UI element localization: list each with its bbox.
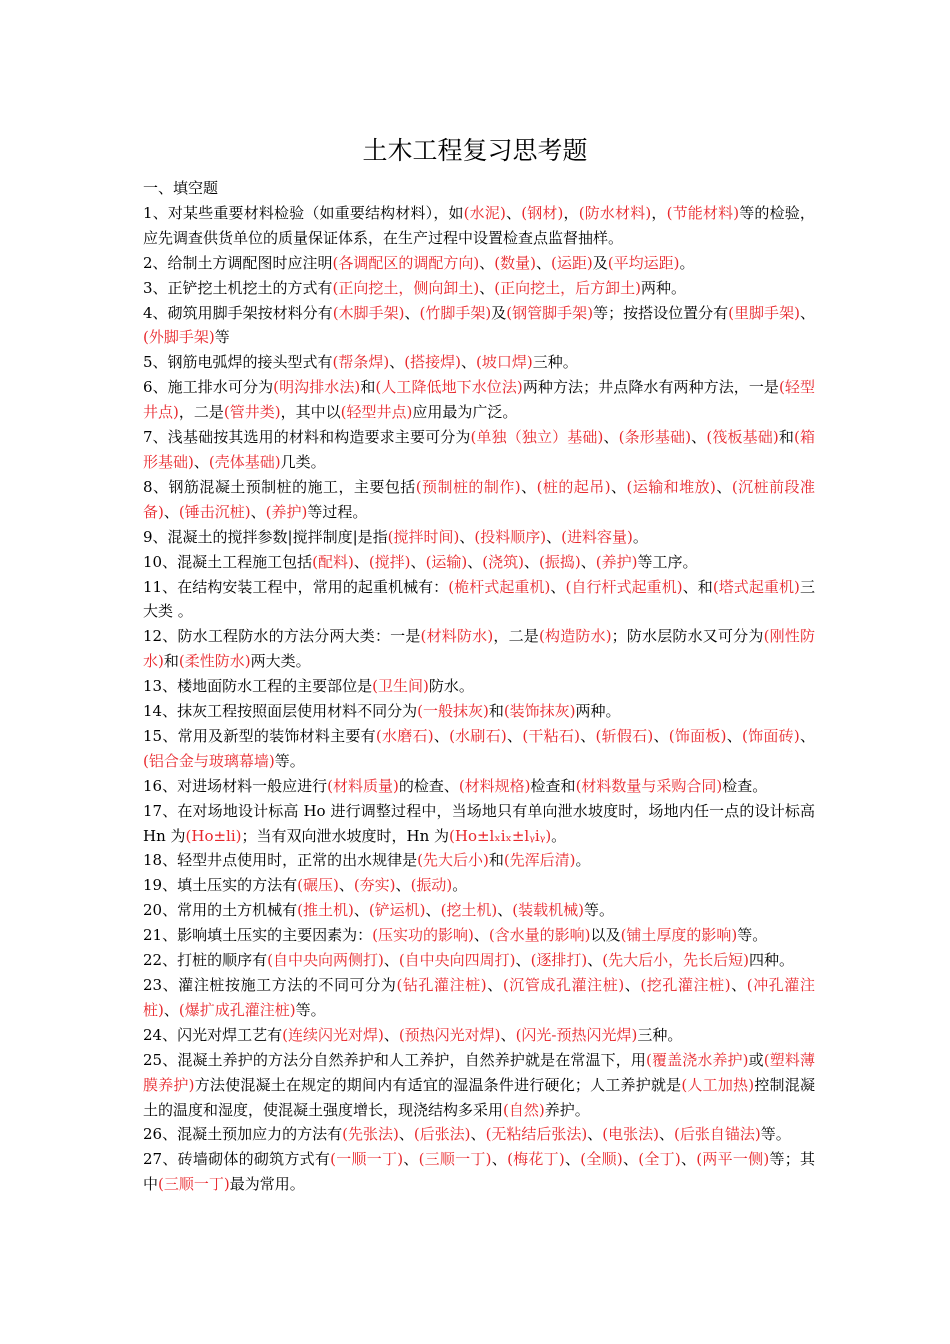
answer-text: (铲运机) — [368, 901, 426, 920]
answer-text: (钢材) — [521, 203, 564, 222]
question-text: 应用最为广泛。 — [412, 403, 518, 422]
answer-text: (梅花丁) — [507, 1150, 565, 1169]
question-item — [143, 276, 815, 301]
question-text: 两大类。 — [250, 652, 311, 671]
question-text: 、 — [470, 1125, 486, 1144]
question-text: 1、对某些重要材料检验（如重要结构材料），如 — [143, 203, 464, 222]
question-text: 13、楼地面防水工程的主要部位是 — [143, 677, 373, 696]
question-text: 、 — [550, 577, 566, 596]
answer-text: (全顺) — [580, 1150, 623, 1169]
answer-text: (推土机) — [297, 901, 354, 920]
answer-text: (沉桩前段准备) — [143, 477, 815, 521]
question-text: 、 — [622, 1150, 639, 1169]
question-item — [143, 301, 815, 351]
answer-text: (夯实) — [353, 876, 396, 895]
question-text: 、 — [383, 951, 399, 970]
answer-text: (材料防水) — [420, 627, 494, 646]
answer-text: (爆扩成孔灌注桩) — [178, 1000, 296, 1019]
answer-text: (三顺一丁) — [158, 1175, 230, 1194]
answer-text: (水刷石) — [449, 726, 507, 745]
question-text: 、 — [524, 552, 540, 571]
answer-text: (塑料薄膜养护) — [143, 1050, 815, 1094]
answer-text: (平均运距) — [607, 253, 680, 272]
answer-text: (连续闪光对焊) — [282, 1025, 384, 1044]
answer-text: (水磨石) — [375, 726, 434, 745]
question-text: 方法使混凝土在规定的期间内有适宜的湿温条件进行硬化；人工养护就是 — [194, 1075, 682, 1094]
question-text: 防水。 — [428, 677, 474, 696]
answer-text: (外脚手架) — [143, 328, 215, 347]
question-text: 、 — [193, 452, 209, 471]
answer-text: (冲孔灌注桩) — [143, 976, 815, 1019]
question-item — [143, 674, 815, 699]
question-text: 和 — [488, 851, 504, 870]
question-text: 、 — [500, 1025, 516, 1044]
document-body — [143, 176, 815, 1197]
question-item — [143, 1147, 815, 1197]
question-text: 等。 — [737, 926, 768, 945]
question-text: 等。 — [274, 751, 305, 770]
question-text: 最为常用。 — [229, 1175, 305, 1194]
question-text: 、 — [479, 278, 495, 297]
answer-text: (运输和堆放) — [626, 477, 716, 496]
question-item — [143, 350, 815, 375]
question-item — [143, 251, 815, 276]
answer-text: (自行杆式起重机) — [565, 577, 683, 596]
question-text: 4、砌筑用脚手架按材料分有 — [143, 303, 333, 322]
question-text: 两种方法；井点降水有两种方法，一是 — [522, 378, 779, 397]
question-item — [143, 425, 815, 475]
question-text: 11、在结构安装工程中，常用的起重机械有： — [143, 577, 449, 596]
answer-text: (闪光-预热闪光焊) — [515, 1025, 638, 1044]
question-text: 、 — [730, 976, 747, 994]
question-text: 等。 — [760, 1125, 791, 1144]
answer-text: (材料质量) — [327, 776, 399, 795]
answer-text: (斩假石) — [595, 726, 654, 745]
question-text: 17、在对场地设计标高 Ho 进行调整过程中，当场地只有单向泄水坡度时，场地内任一点的设计标高 Hn 为 — [143, 801, 815, 845]
answer-text: (箱形基础) — [143, 428, 815, 471]
question-text: 和 — [778, 428, 794, 447]
question-text: 、 — [536, 253, 552, 272]
question-text: ，二是 — [493, 627, 539, 646]
question-item — [143, 1023, 815, 1048]
answer-text: (一顺一丁) — [330, 1150, 404, 1169]
answer-text: (卫生间) — [372, 677, 429, 696]
question-text: 10、混凝土工程施工包括 — [143, 552, 313, 571]
question-text: 、 — [425, 901, 441, 920]
question-item — [143, 575, 815, 625]
question-text: 控制混凝土的温度和湿度，使混凝土强度增长，现浇结构多采用 — [143, 1075, 815, 1119]
question-text: 、 — [564, 1150, 581, 1169]
question-text: ， — [563, 203, 579, 222]
answer-text: (人工加热) — [681, 1075, 755, 1094]
answer-text: (先浑后清) — [503, 851, 576, 870]
question-text: 7、浅基础按其选用的材料和构造要求主要可分为 — [143, 428, 471, 447]
answer-text: (含水量的影响) — [488, 926, 591, 945]
question-text: 、 — [250, 502, 266, 521]
question-text: 、 — [580, 552, 596, 571]
question-text: 和 — [488, 702, 504, 721]
answer-text: (装饰抹灰) — [503, 702, 576, 721]
answer-text: (配料) — [312, 552, 354, 571]
answer-text: (先张法) — [342, 1125, 399, 1144]
answer-text: (一般抹灰) — [417, 702, 489, 721]
answer-text: (竹脚手架) — [419, 303, 492, 322]
question-text: 23、灌注桩按施工方法的不同可分为 — [143, 976, 397, 994]
question-text: 、 — [691, 428, 707, 447]
question-text: 三种。 — [637, 1025, 683, 1044]
answer-text: (单独（独立）基础) — [470, 428, 604, 447]
question-text: 2、给制土方调配图时应注明 — [143, 253, 333, 272]
answer-text: (先大后小，先长后短) — [602, 951, 750, 970]
answer-text: (后张自锚法) — [674, 1125, 761, 1144]
answer-text: (自中央向四周打) — [398, 951, 516, 970]
answer-text: (正向挖土，后方卸土) — [494, 278, 641, 297]
answer-text: (电张法) — [602, 1125, 660, 1144]
answer-text: (搅拌时间) — [387, 527, 460, 546]
answer-text: (柔性防水) — [178, 652, 251, 671]
question-text: 、 — [353, 901, 369, 920]
answer-text: (桅杆式起重机) — [448, 577, 551, 596]
question-text: 、 — [587, 951, 603, 970]
question-text: 或 — [748, 1050, 764, 1069]
answer-text: (木脚手架) — [332, 303, 405, 322]
question-text: 、 — [383, 1025, 399, 1044]
answer-text: (钻孔灌注桩) — [396, 976, 487, 994]
answer-text: (振动) — [410, 876, 453, 895]
question-text: ， — [651, 203, 667, 222]
answer-text: (防水材料) — [578, 203, 652, 222]
question-text: ，二是 — [178, 403, 224, 422]
question-item — [143, 1122, 815, 1147]
question-text: 及 — [592, 253, 608, 272]
question-item — [143, 1048, 815, 1123]
answer-text: (挖土机) — [440, 901, 498, 920]
answer-text: (桩的起吊) — [536, 477, 611, 496]
answer-text: (挖孔灌注桩) — [640, 976, 731, 994]
answer-text: (进料容量) — [561, 527, 633, 546]
question-item — [143, 724, 815, 774]
question-text: 检查和 — [530, 776, 576, 795]
question-item — [143, 550, 815, 575]
question-item — [143, 799, 815, 849]
question-text: 、 — [410, 552, 426, 571]
question-text: 20、常用的土方机械有 — [143, 901, 298, 920]
answer-text: (预热闪光对焊) — [398, 1025, 501, 1044]
question-item — [143, 699, 815, 724]
answer-text: (预制桩的制作) — [415, 477, 521, 496]
question-text: 、 — [659, 1125, 675, 1144]
question-text: 24、闪光对焊工艺有 — [143, 1025, 283, 1044]
question-text: 、 — [653, 726, 669, 745]
question-text: 。 — [575, 851, 591, 870]
answer-text: (全丁) — [638, 1150, 681, 1169]
question-text: 9、混凝土的搅拌参数|搅拌制度|是指 — [143, 527, 388, 546]
answer-text: (沉管成孔灌注桩) — [502, 976, 625, 994]
question-text: 、 — [506, 726, 523, 745]
question-text: 、 — [459, 527, 475, 546]
answer-text: (自中央向两侧打) — [267, 951, 384, 970]
question-text: 、 — [610, 477, 627, 496]
answer-text: (铝合金与玻璃幕墙) — [143, 751, 275, 770]
question-text: 3、正铲挖土机挖土的方式有 — [143, 278, 333, 297]
question-text: ；防水层防水又可分为 — [611, 627, 764, 646]
question-text: 、 — [624, 976, 641, 994]
question-text: 等工序。 — [637, 552, 698, 571]
question-text: 、和 — [682, 577, 713, 596]
answer-text: (轻型井点) — [340, 403, 413, 422]
answer-text: (数量) — [494, 253, 536, 272]
answer-text: (饰面板) — [668, 726, 727, 745]
answer-text: (塔式起重机) — [712, 577, 800, 596]
answer-text: (条形基础) — [618, 428, 692, 447]
answer-text: (钢管脚手架) — [506, 303, 594, 322]
question-text: 、 — [680, 1150, 697, 1169]
question-text: 、 — [338, 876, 354, 895]
answer-text: (人工降低地下水位法) — [375, 378, 523, 397]
question-list — [143, 201, 815, 1197]
question-text: ；当有双向泄水坡度时，Hn 为 — [241, 826, 450, 845]
answer-text: (压实功的影响) — [372, 926, 474, 945]
answer-text: (装载机械) — [512, 901, 585, 920]
answer-text: (覆盖浇水养护) — [646, 1050, 749, 1069]
question-text: 的检查、 — [398, 776, 459, 795]
question-item — [143, 525, 815, 550]
answer-text: (搭接焊) — [404, 353, 461, 372]
question-text: 、 — [403, 1150, 419, 1169]
question-text: 18、轻型井点使用时，正常的出水规律是 — [143, 851, 418, 870]
question-text: 、 — [461, 353, 477, 372]
answer-text: (自然) — [503, 1100, 545, 1119]
answer-text: (干粘石) — [522, 726, 581, 745]
question-text: 、 — [580, 726, 596, 745]
answer-text: (养护) — [595, 552, 638, 571]
answer-text: (先大后小) — [417, 851, 489, 870]
question-text: 。 — [551, 826, 567, 845]
answer-text: (饰面砖) — [742, 726, 800, 745]
answer-text: (管井类) — [223, 403, 281, 422]
question-text: 25、混凝土养护的方法分自然养护和人工养护，自然养护就是在常温下，用 — [143, 1050, 646, 1069]
section-heading: 一、填空题 — [143, 179, 219, 197]
question-text: 养护。 — [544, 1100, 590, 1119]
question-text: 等 — [214, 328, 230, 347]
question-item — [143, 873, 815, 898]
question-text: 26、混凝土预加应力的方法有 — [143, 1125, 343, 1144]
question-text: 、 — [479, 253, 495, 272]
question-text: 、 — [353, 552, 369, 571]
question-text: 、 — [546, 527, 562, 546]
answer-text: (材料数量与采购合同) — [575, 776, 723, 795]
question-text: 6、施工排水可分为 — [143, 378, 274, 397]
answer-text: (帮条焊) — [332, 353, 390, 372]
answer-text: (Ho±lₓiₓ±lᵧiᵧ) — [449, 826, 552, 845]
question-item — [143, 624, 815, 674]
question-text: 8、钢筋混凝土预制桩的施工，主要包括 — [143, 477, 416, 496]
answer-text: (节能材料) — [666, 203, 740, 222]
question-text: 、 — [389, 353, 405, 372]
question-text: 三种。 — [532, 353, 578, 372]
answer-text: (振捣) — [539, 552, 581, 571]
question-item — [143, 475, 815, 525]
question-text: 以及 — [590, 926, 621, 945]
question-text: 19、填土压实的方法有 — [143, 876, 298, 895]
answer-text: (筏板基础) — [706, 428, 779, 447]
question-text: 5、钢筋电弧焊的接头型式有 — [143, 353, 333, 372]
answer-text: (明沟排水法) — [273, 378, 361, 397]
question-text: 、 — [587, 1125, 603, 1144]
answer-text: (运输) — [425, 552, 468, 571]
question-item — [143, 923, 815, 948]
answer-text: (投料顺序) — [474, 527, 547, 546]
question-item — [143, 375, 815, 425]
question-text: 16、对进场材料一般应进行 — [143, 776, 328, 795]
question-text: 、 — [497, 901, 513, 920]
answer-text: (Ho±li) — [185, 826, 242, 845]
question-item — [143, 201, 815, 251]
question-text: 四种。 — [749, 951, 795, 970]
answer-text: (运距) — [551, 253, 593, 272]
question-text: 14、抹灰工程按照面层使用材料不同分为 — [143, 702, 418, 721]
question-text: 、 — [715, 477, 732, 496]
question-text: 、 — [799, 303, 815, 322]
question-text: 、 — [799, 726, 815, 745]
answer-text: (后张法) — [413, 1125, 471, 1144]
answer-text: (刚性防水) — [143, 627, 815, 671]
question-text: 、 — [505, 203, 522, 222]
answer-text: (轻型井点) — [143, 378, 815, 422]
question-text: 、 — [163, 1000, 179, 1019]
question-text: 、 — [398, 1125, 414, 1144]
answer-text: (材料规格) — [458, 776, 531, 795]
question-text: 、 — [520, 477, 537, 496]
answer-text: (各调配区的调配方向) — [332, 253, 480, 272]
question-text: 、 — [515, 951, 531, 970]
answer-text: (构造防水) — [538, 627, 612, 646]
answer-text: (锤击沉桩) — [178, 502, 251, 521]
question-text: 等的检验，应先调查供货单位的质量保证体系，在生产过程中设置检查点监督抽样。 — [143, 203, 815, 247]
question-text: 。 — [679, 253, 695, 272]
question-text: 。 — [632, 527, 648, 546]
question-text: ，其中以 — [280, 403, 341, 422]
page-title: 土木工程复习思考题 — [362, 136, 588, 165]
question-text: 、 — [473, 926, 489, 945]
answer-text: (水泥) — [463, 203, 506, 222]
answer-text: (里脚手架) — [728, 303, 800, 322]
answer-text: (正向挖土，侧向卸土) — [332, 278, 480, 297]
question-text: 27、砖墙砌体的砌筑方式有 — [143, 1150, 331, 1169]
question-text: 和 — [163, 652, 179, 671]
question-text: 15、常用及新型的装饰材料主要有 — [143, 726, 376, 745]
question-text: 检查。 — [722, 776, 768, 795]
question-text: 等。 — [295, 1000, 326, 1019]
question-text: 、 — [486, 976, 503, 994]
question-text: 21、影响填土压实的主要因素为： — [143, 926, 373, 945]
question-text: 、 — [491, 1150, 508, 1169]
question-text: 、 — [395, 876, 411, 895]
question-text: 、 — [726, 726, 743, 745]
question-text: 、 — [467, 552, 483, 571]
question-text: 等；其中 — [143, 1150, 815, 1194]
answer-text: (养护) — [265, 502, 308, 521]
question-text: 、 — [433, 726, 450, 745]
answer-text: (无粘结后张法) — [485, 1125, 588, 1144]
question-text: 、 — [404, 303, 420, 322]
answer-text: (逐排打) — [530, 951, 588, 970]
answer-text: (两平一侧) — [696, 1150, 770, 1169]
question-text: 。 — [452, 876, 468, 895]
question-text: 及 — [491, 303, 507, 322]
question-item — [143, 774, 815, 799]
question-item — [143, 948, 815, 973]
question-item — [143, 973, 815, 1023]
answer-text: (铺土厚度的影响) — [620, 926, 738, 945]
question-text: 两种。 — [575, 702, 621, 721]
answer-text: (搅拌) — [368, 552, 411, 571]
question-text: 等；按搭设位置分有 — [593, 303, 729, 322]
question-text: 等过程。 — [307, 502, 368, 521]
question-text: 两种。 — [641, 278, 687, 297]
question-item — [143, 898, 815, 923]
question-text: 三大类 。 — [143, 577, 815, 621]
question-item — [143, 848, 815, 873]
answer-text: (坡口焊) — [476, 353, 533, 372]
question-text: 几类。 — [280, 452, 326, 471]
question-text: 22、打桩的顺序有 — [143, 951, 268, 970]
answer-text: (碾压) — [297, 876, 339, 895]
answer-text: (浇筑) — [482, 552, 525, 571]
question-text: 12、防水工程防水的方法分两大类：一是 — [143, 627, 421, 646]
answer-text: (三顺一丁) — [418, 1150, 492, 1169]
question-text: 和 — [360, 378, 376, 397]
answer-text: (壳体基础) — [208, 452, 281, 471]
question-text: 、 — [163, 502, 179, 521]
question-text: 等。 — [584, 901, 615, 920]
question-text: 、 — [603, 428, 619, 447]
